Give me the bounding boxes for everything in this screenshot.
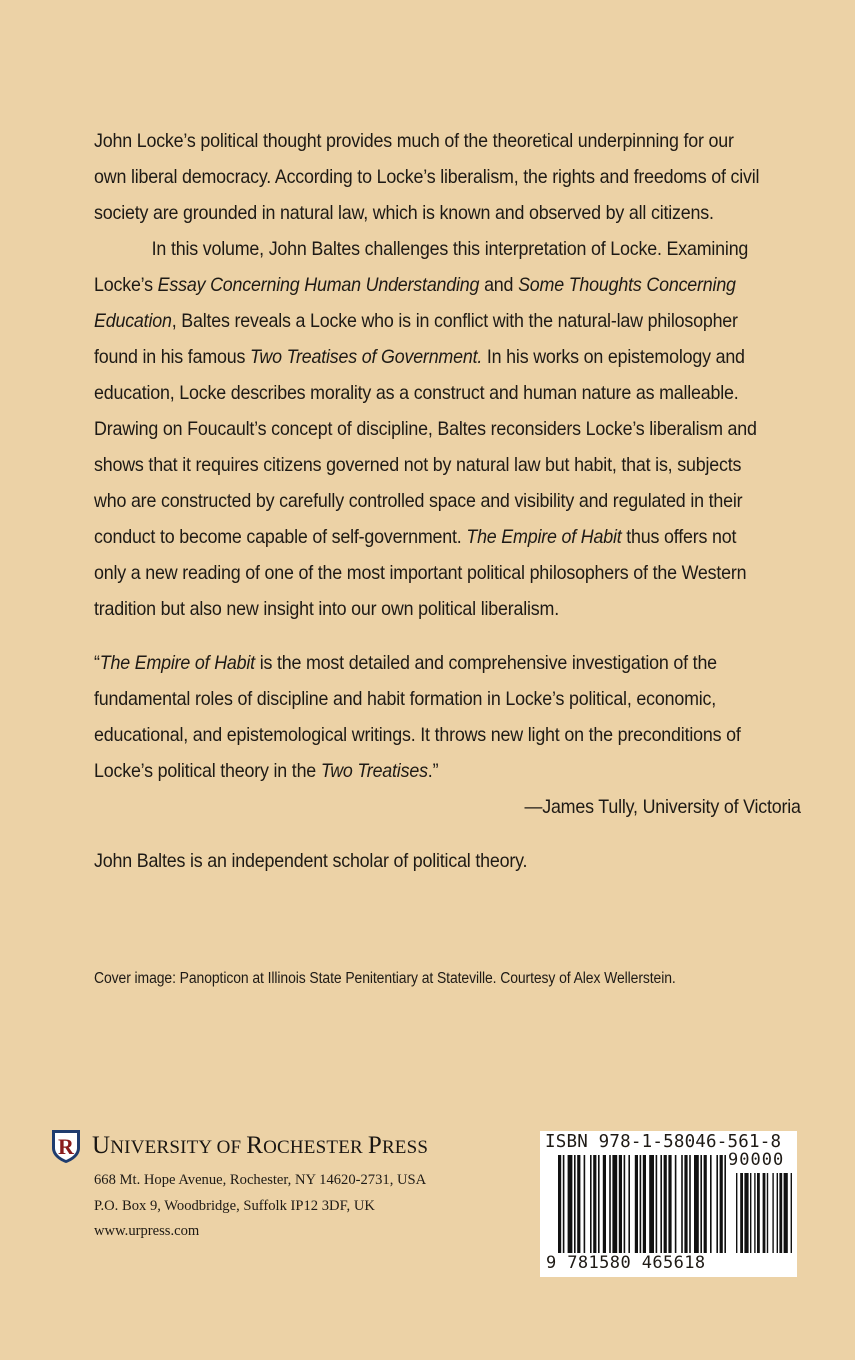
address-uk: P.O. Box 9, Woodbridge, Suffolk IP12 3DF, UK (94, 1197, 375, 1214)
publisher-name (92, 1132, 428, 1160)
website-link[interactable]: www.urpress.com (94, 1223, 200, 1239)
text-span: and (479, 275, 519, 296)
endorsement-quote (94, 646, 764, 790)
description-paragraph-2 (94, 232, 764, 628)
small-caps: RESS (381, 1137, 429, 1158)
small-caps: NIVERSITY OF (110, 1137, 247, 1158)
initial-u: U (92, 1132, 111, 1159)
text-span: In this volume, John Baltes challenges this interpretation of Locke. Examining Locke’s (94, 239, 749, 296)
shield-logo-icon (50, 1128, 82, 1164)
endorsement-attribution: —James Tully, University of Victoria (524, 797, 801, 818)
logo-letter: R (58, 1134, 74, 1159)
text-span: thus offers not only a new reading of one of the most important political philosophers of the Western tradition but also new insight into our own political liberalism. (94, 527, 747, 620)
barcode-digits: 9 781580 465618 (546, 1253, 706, 1273)
small-caps: OCHESTER (263, 1137, 368, 1158)
spacer (94, 826, 764, 844)
author-bio: John Baltes is an independent scholar of political theory. (94, 851, 528, 872)
spacer (94, 628, 764, 646)
open-quote: “ (94, 653, 100, 674)
book-title-essay: Essay Concerning Human Understanding (157, 275, 480, 296)
initial-r: R (246, 1132, 264, 1159)
cover-image-credit: Cover image: Panopticon at Illinois State Penitentiary at Stateville. Courtesy of Alex Wellerstein. (94, 970, 676, 987)
text-span: , Baltes reveals a Locke who is in conflict with the natural-law philosopher found in his famous (94, 311, 738, 368)
price-code: 90000 (728, 1150, 785, 1170)
isbn-label: ISBN 978-1-58046-561-8 (545, 1132, 782, 1152)
isbn-barcode (540, 1131, 797, 1277)
back-cover-description (94, 124, 801, 880)
book-title-empire: The Empire of Habit (466, 527, 622, 548)
initial-p: P (367, 1132, 382, 1159)
book-title-thoughts: Some Thoughts Concerning Education (94, 275, 736, 332)
endorsement-work-title: Two Treatises (320, 761, 428, 782)
description-paragraph-1: John Locke’s political thought provides much of the theoretical underpinning for our own liberal democracy. According to Locke’s liberalism, the rights and freedoms of civil society are grounded in natural law, which is known and observed by all citizens. (94, 131, 760, 224)
endorsement-book-title: The Empire of Habit (99, 653, 255, 674)
publisher-contact (94, 1168, 426, 1245)
book-title-treatises: Two Treatises of Government. (249, 347, 483, 368)
close-quote: .” (427, 761, 439, 782)
text-span: In his works on epistemology and education, Locke describes morality as a construct and human nature as malleable. Drawing on Foucault’s concept of discipline, Baltes reconsiders Locke’s liberalism and shows that it requires citizens governed not by natural law but habit, that is, subjects who are constructed by carefully controlled space and visibility and regulated in their conduct to become capable of self-government. (94, 347, 757, 548)
address-usa: 668 Mt. Hope Avenue, Rochester, NY 14620-2731, USA (94, 1172, 427, 1188)
text-span: is the most detailed and comprehensive investigation of the fundamental roles of discipline and habit formation in Locke’s political, economic, educational, and epistemological writings. It throws new light on the preconditions of Locke’s political theory in the (94, 653, 741, 782)
